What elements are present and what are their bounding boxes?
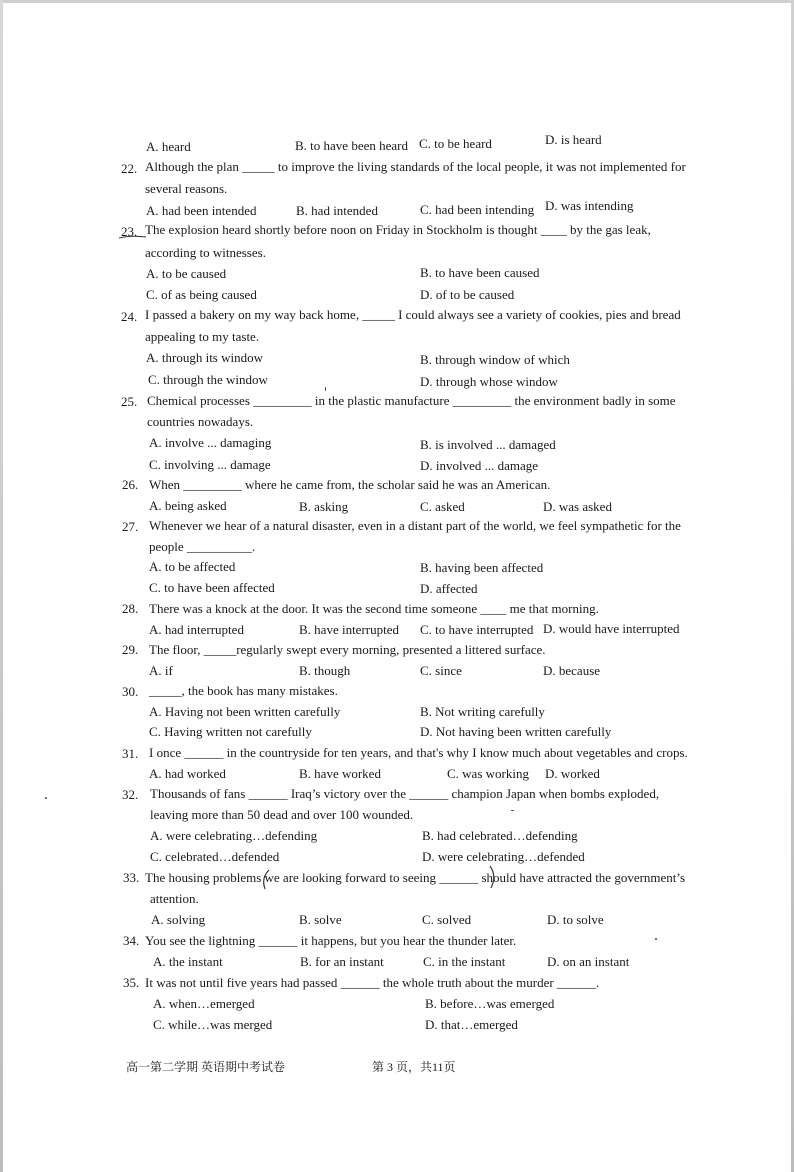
scan-speck <box>511 810 514 811</box>
q26-option-a: A. being asked <box>149 498 227 513</box>
q32-option-c: C. celebrated…defended <box>150 849 280 864</box>
q23-option-a: A. to be caused <box>146 266 227 281</box>
q27-number: 27. <box>122 519 139 534</box>
q33-option-c: C. solved <box>422 912 472 927</box>
q35-option-d: D. that…emerged <box>425 1017 518 1032</box>
q22-option-d: D. was intending <box>545 198 634 213</box>
scan-speck <box>325 387 326 391</box>
footer-page-number: 第 3 页，共11页 <box>372 1060 456 1074</box>
q28-option-b: B. have interrupted <box>299 622 399 637</box>
pen-mark-underline <box>118 233 148 241</box>
q29-option-a: A. if <box>149 663 173 678</box>
q31-option-a: A. had worked <box>149 766 226 781</box>
q30-option-a: A. Having not been written carefully <box>149 704 341 719</box>
q28-stem-line1: There was a knock at the door. It was the second time someone ____ me that morning. <box>149 601 599 616</box>
q28-number: 28. <box>122 601 139 616</box>
q32-option-b: B. had celebrated…defending <box>422 828 578 843</box>
q26-number: 26. <box>122 477 139 492</box>
pen-mark-bracket-right <box>487 864 499 890</box>
q26-option-c: C. asked <box>420 499 465 514</box>
q31-option-d: D. worked <box>545 766 600 781</box>
q25-number: 25. <box>121 394 138 409</box>
q31-stem-line1: I once ______ in the countryside for ten years, and that's why I know much about vegetables and crops. <box>149 745 688 760</box>
q25-option-a: A. involve ... damaging <box>149 435 272 450</box>
q23-stem-line2: according to witnesses. <box>145 245 266 260</box>
q25-option-c: C. involving ... damage <box>149 457 271 472</box>
q27-option-d: D. affected <box>420 581 478 596</box>
q23-option-c: C. of as being caused <box>146 287 257 302</box>
q22-stem-line2: several reasons. <box>145 181 228 196</box>
q22-number: 22. <box>121 161 138 176</box>
q32-stem-line1: Thousands of fans ______ Iraq’s victory over the ______ champion Japan when bombs exploded, <box>150 786 660 801</box>
q34-option-b: B. for an instant <box>300 954 384 969</box>
scan-speck <box>45 797 47 799</box>
q31-option-b: B. have worked <box>299 766 381 781</box>
q25-option-d: D. involved ... damage <box>420 458 539 473</box>
q32-option-a: A. were celebrating…defending <box>150 828 318 843</box>
q29-option-d: D. because <box>543 663 601 678</box>
q34-stem-line1: You see the lightning ______ it happens, but you hear the thunder later. <box>145 933 517 948</box>
q30-stem-line1: _____, the book has many mistakes. <box>149 683 338 698</box>
q34-number: 34. <box>123 933 140 948</box>
q24-option-d: D. through whose window <box>420 374 558 389</box>
q29-option-c: C. since <box>420 663 462 678</box>
q24-option-a: A. through its window <box>146 350 263 365</box>
q34-option-c: C. in the instant <box>423 954 506 969</box>
q35-stem-line1: It was not until five years had passed ______ the whole truth about the murder ______. <box>145 975 600 990</box>
q35-option-a: A. when…emerged <box>153 996 255 1011</box>
footer-exam-title: 高一第二学期 英语期中考试卷 <box>126 1060 286 1074</box>
q23-option-d: D. of to be caused <box>420 287 515 302</box>
scan-edge-left <box>0 0 3 1172</box>
q22-option-b: B. had intended <box>296 203 378 218</box>
q21-option-a: A. heard <box>146 139 191 154</box>
q24-number: 24. <box>121 309 138 324</box>
scan-speck <box>655 938 657 940</box>
q31-option-c: C. was working <box>447 766 529 781</box>
q22-option-c: C. had been intending <box>420 202 535 217</box>
q21-option-c: C. to be heard <box>419 136 492 151</box>
q31-number: 31. <box>122 746 139 761</box>
q24-stem-line2: appealing to my taste. <box>145 329 260 344</box>
q32-number: 32. <box>122 787 139 802</box>
q33-option-d: D. to solve <box>547 912 604 927</box>
q32-option-d: D. were celebrating…defended <box>422 849 585 864</box>
q21-option-d: D. is heard <box>545 132 602 147</box>
q28-option-c: C. to have interrupted <box>420 622 534 637</box>
pen-mark-bracket-left <box>259 868 273 892</box>
q33-option-a: A. solving <box>151 912 206 927</box>
q34-option-a: A. the instant <box>153 954 223 969</box>
q35-number: 35. <box>123 975 140 990</box>
q25-option-b: B. is involved ... damaged <box>420 437 556 452</box>
q25-stem-line2: countries nowadays. <box>147 414 254 429</box>
q27-option-b: B. having been affected <box>420 560 544 575</box>
q33-stem-line1: The housing problems we are looking forward to seeing ______ should have attracted the government’s <box>145 870 686 885</box>
q35-option-c: C. while…was merged <box>153 1017 273 1032</box>
q35-option-b: B. before…was emerged <box>425 996 555 1011</box>
q27-stem-line1: Whenever we hear of a natural disaster, even in a distant part of the world, we feel sympathetic for the <box>149 518 681 533</box>
q33-stem-line2: attention. <box>150 891 199 906</box>
q29-stem-line1: The floor, _____regularly swept every morning, presented a littered surface. <box>149 642 546 657</box>
q27-stem-line2: people __________. <box>149 539 256 554</box>
q29-option-b: B. though <box>299 663 351 678</box>
q30-number: 30. <box>122 684 139 699</box>
q27-option-a: A. to be affected <box>149 559 236 574</box>
q22-option-a: A. had been intended <box>146 203 257 218</box>
q32-stem-line2: leaving more than 50 dead and over 100 wounded. <box>150 807 414 822</box>
q28-option-d: D. would have interrupted <box>543 621 680 636</box>
q30-option-d: D. Not having been written carefully <box>420 724 612 739</box>
q22-stem-line1: Although the plan _____ to improve the living standards of the local people, it was not implemented for <box>145 159 686 174</box>
q23-option-b: B. to have been caused <box>420 265 540 280</box>
q26-stem-line1: When _________ where he came from, the scholar said he was an American. <box>149 477 551 492</box>
q30-option-b: B. Not writing carefully <box>420 704 545 719</box>
q33-option-b: B. solve <box>299 912 342 927</box>
q23-stem-line1: The explosion heard shortly before noon on Friday in Stockholm is thought ____ by the gas leak, <box>145 222 651 237</box>
q30-option-c: C. Having written not carefully <box>149 724 312 739</box>
q24-option-c: C. through the window <box>148 372 268 387</box>
q25-stem-line1: Chemical processes _________ in the plastic manufacture _________ the environment badly in some <box>147 393 676 408</box>
q28-option-a: A. had interrupted <box>149 622 244 637</box>
q34-option-d: D. on an instant <box>547 954 630 969</box>
scan-edge-top <box>0 0 794 3</box>
q26-option-b: B. asking <box>299 499 349 514</box>
q27-option-c: C. to have been affected <box>149 580 275 595</box>
q29-number: 29. <box>122 642 139 657</box>
q24-option-b: B. through window of which <box>420 352 570 367</box>
q23-number: 23. <box>121 224 138 239</box>
q33-number: 33. <box>123 870 140 885</box>
q21-option-b: B. to have been heard <box>295 138 408 153</box>
q26-option-d: D. was asked <box>543 499 612 514</box>
q24-stem-line1: I passed a bakery on my way back home, _____ I could always see a variety of cookies, pies and bread <box>145 307 681 322</box>
